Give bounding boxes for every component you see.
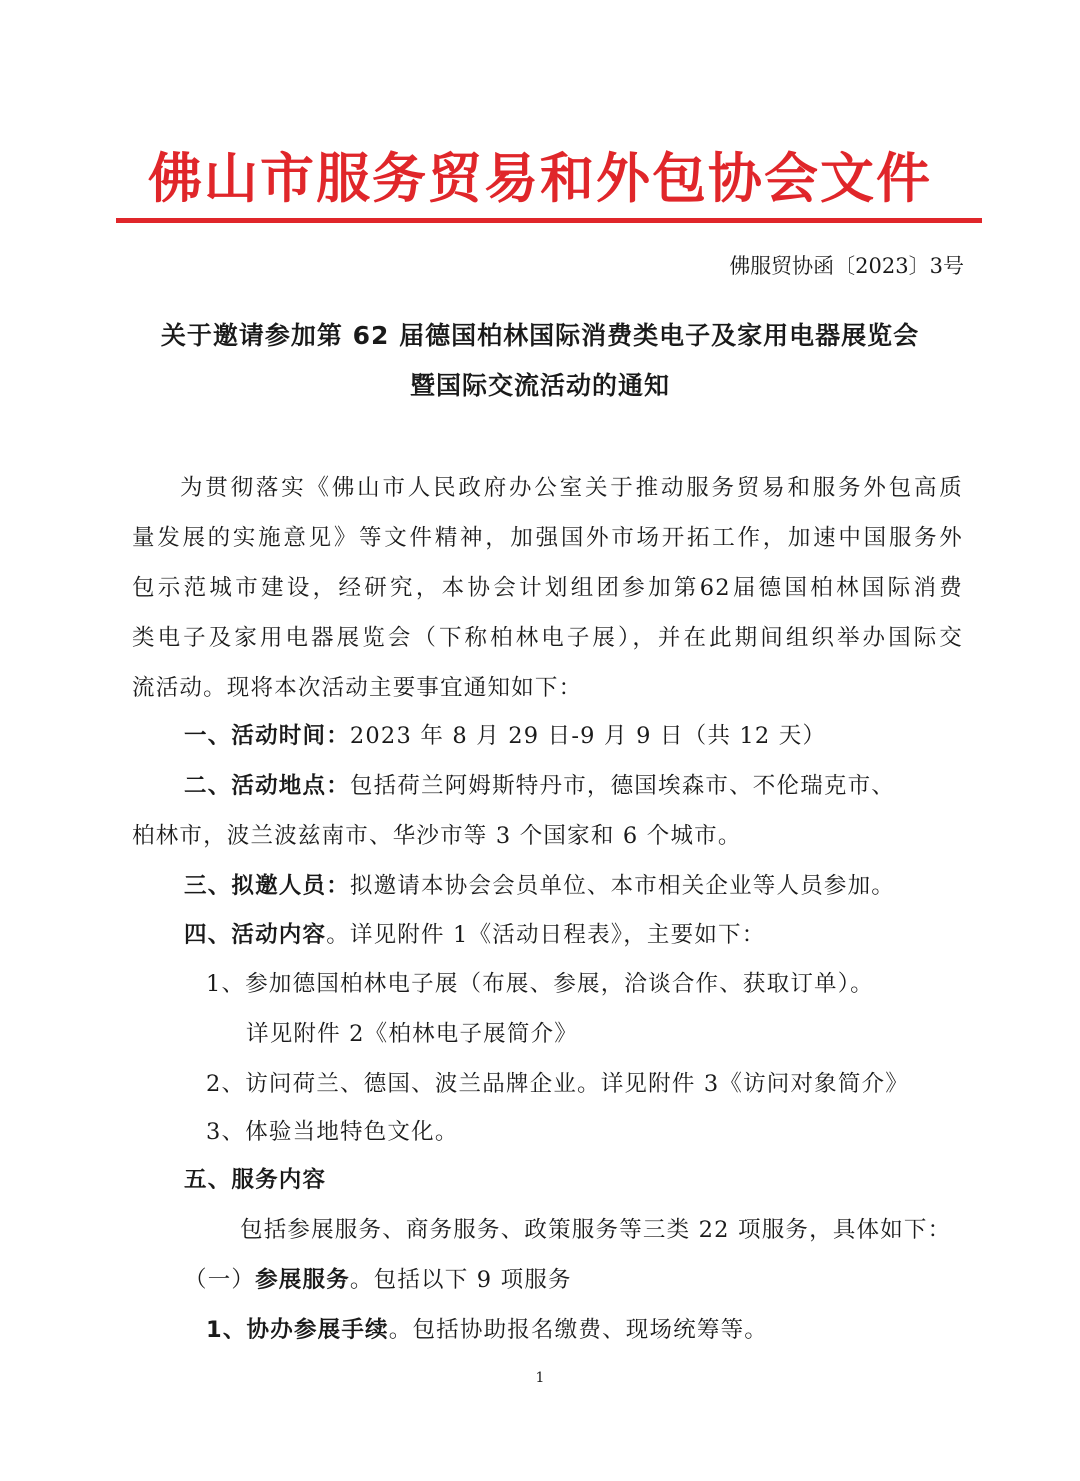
- section-4-item-3: 3、体验当地特色文化。: [206, 1119, 459, 1145]
- section-4-item-1: 1、参加德国柏林电子展（布展、参展，洽谈合作、获取订单）。: [206, 971, 874, 997]
- intro-line-1: 为贯彻落实《佛山市人民政府办公室关于推动服务贸易和服务外包高质: [180, 475, 963, 501]
- notice-title-line-2: 暨国际交流活动的通知: [409, 371, 670, 400]
- subsection-1-text: 。包括以下 9 项服务: [349, 1267, 572, 1293]
- intro-line-4: 类电子及家用电器展览会（下称柏林电子展），并在此期间组织举办国际交: [132, 625, 963, 651]
- section-2: [184, 768, 895, 800]
- notice-title-line-1: 关于邀请参加第 62 届德国柏林国际消费类电子及家用电器展览会: [160, 321, 920, 350]
- page-number: 1: [535, 1370, 545, 1386]
- section-4-label: 四、活动内容: [184, 922, 327, 948]
- masthead-title: 佛山市服务贸易和外包协会文件: [148, 147, 932, 210]
- subsection-1-prefix: （一）: [184, 1267, 256, 1293]
- subsection-1: [184, 1262, 572, 1294]
- intro-line-3: 包示范城市建设，经研究，本协会计划组团参加第62届德国柏林国际消费: [132, 575, 963, 601]
- subsection-1-item-1: [206, 1312, 768, 1344]
- section-3-label: 三、拟邀人员：: [184, 873, 350, 899]
- section-2-text-1: 包括荷兰阿姆斯特丹市，德国埃森市、不伦瑞克市、: [349, 773, 896, 799]
- section-3: [184, 868, 895, 900]
- section-2-label: 二、活动地点：: [184, 773, 350, 799]
- section-5-text: 包括参展服务、商务服务、政策服务等三类 22 项服务，具体如下：: [240, 1217, 952, 1243]
- intro-line-5: 流活动。现将本次活动主要事宜通知如下：: [132, 675, 583, 701]
- intro-line-2: 量发展的实施意见》等文件精神，加强国外市场开拓工作，加速中国服务外: [132, 525, 963, 551]
- subsection-1-label: 参展服务: [255, 1267, 350, 1293]
- subsection-1-item-1-text: 。包括协助报名缴费、现场统筹等。: [388, 1317, 768, 1343]
- section-1-label: 一、活动时间：: [184, 723, 350, 749]
- section-4-item-2: 2、访问荷兰、德国、波兰品牌企业。详见附件 3《访问对象简介》: [206, 1071, 909, 1097]
- subsection-1-item-1-label: 1、协办参展手续: [206, 1317, 389, 1343]
- section-5-label: 五、服务内容: [184, 1167, 327, 1193]
- section-2-text-2: 柏林市，波兰波兹南市、华沙市等 3 个国家和 6 个城市。: [132, 823, 742, 849]
- section-4-text: 。详见附件 1《活动日程表》，主要如下：: [326, 922, 766, 948]
- section-3-text: 拟邀请本协会会员单位、本市相关企业等人员参加。: [349, 873, 896, 899]
- document-number: 佛服贸协函〔2023〕3号: [729, 254, 964, 278]
- section-4: [184, 917, 765, 949]
- section-4-item-1-cont: 详见附件 2《柏林电子展简介》: [246, 1021, 578, 1047]
- section-1: [184, 718, 826, 750]
- section-1-text: 2023 年 8 月 29 日-9 月 9 日（共 12 天）: [349, 723, 827, 749]
- masthead-red-rule: [116, 218, 982, 223]
